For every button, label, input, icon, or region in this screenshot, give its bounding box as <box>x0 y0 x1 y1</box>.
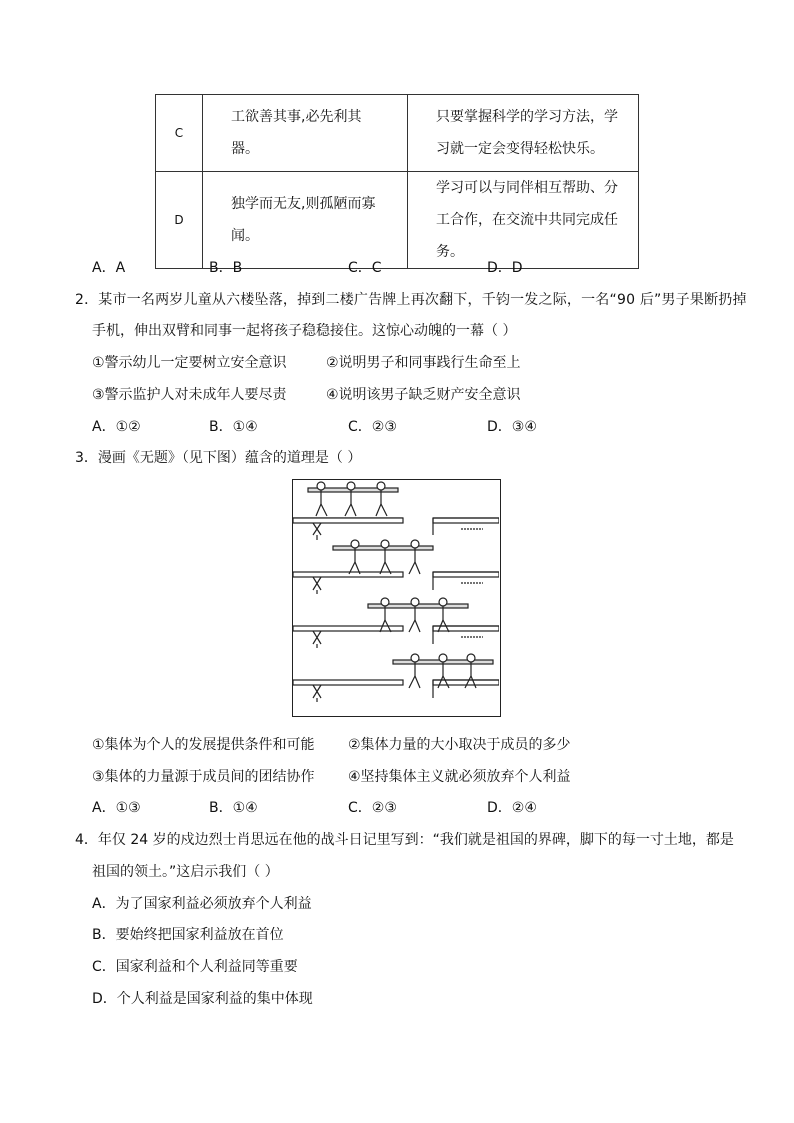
q2-item-1: ①警示幼儿一定要树立安全意识 <box>92 355 287 371</box>
q3-option-a: A．①③ <box>92 800 141 816</box>
q2-stem-line2: 手机，伸出双臂和同事一起将孩子稳稳接住。这惊心动魄的一幕（ ） <box>92 323 517 339</box>
q2-item-2: ②说明男子和同事践行生命至上 <box>326 355 521 371</box>
table-row-saying: 工欲善其事,必先利其器。 <box>203 95 408 172</box>
table-row-explanation: 只要掌握科学的学习方法，学习就一定会变得轻松快乐。 <box>408 95 639 172</box>
q2-option-d: D．③④ <box>487 419 537 435</box>
table-row-explanation: 学习可以与同伴相互帮助、分工合作，在交流中共同完成任务。 <box>408 172 639 269</box>
q4-stem-line1: 4．年仅 24 岁的戍边烈士肖思远在他的战斗日记里写到：“我们就是祖国的界碑，脚下的每一寸土地，都是 <box>75 832 734 848</box>
q2-option-b: B．①④ <box>209 419 258 435</box>
q2-item-4: ④说明该男子缺乏财产安全意识 <box>326 387 521 403</box>
options-table <box>155 94 639 269</box>
table-row <box>156 172 639 269</box>
q4-option-c: C．国家利益和个人利益同等重要 <box>92 959 298 975</box>
q4-option-d: D．个人利益是国家利益的集中体现 <box>92 991 313 1007</box>
q1-option-c: C．C <box>348 260 382 276</box>
cartoon-untitled <box>292 479 501 717</box>
q4-option-a: A．为了国家利益必须放弃个人利益 <box>92 896 312 912</box>
cartoon-illustration <box>293 480 499 715</box>
table-row-letter: C <box>156 95 203 172</box>
q1-option-a: A．A <box>92 260 126 276</box>
table-row-letter: D <box>156 172 203 269</box>
q2-item-3: ③警示监护人对未成年人要尽责 <box>92 387 287 403</box>
q2-stem-line1: 2．某市一名两岁儿童从六楼坠落，掉到二楼广告牌上再次翻下，千钧一发之际，一名“90 后”男子果断扔掉 <box>75 292 747 308</box>
q3-item-1: ①集体为个人的发展提供条件和可能 <box>92 737 315 753</box>
table-row <box>156 95 639 172</box>
q3-item-4: ④坚持集体主义就必须放弃个人利益 <box>348 769 571 785</box>
q3-option-c: C．②③ <box>348 800 397 816</box>
q2-option-a: A．①② <box>92 419 141 435</box>
q1-option-b: B．B <box>209 260 243 276</box>
q3-stem: 3．漫画《无题》（见下图）蕴含的道理是（ ） <box>75 450 362 466</box>
q4-stem-line2: 祖国的领土。”这启示我们（ ） <box>92 864 279 880</box>
q1-option-d: D．D <box>487 260 523 276</box>
table-row-saying: 独学而无友,则孤陋而寡闻。 <box>203 172 408 269</box>
q3-item-2: ②集体力量的大小取决于成员的多少 <box>348 737 571 753</box>
q3-item-3: ③集体的力量源于成员间的团结协作 <box>92 769 315 785</box>
q3-option-d: D．②④ <box>487 800 537 816</box>
q2-option-c: C．②③ <box>348 419 397 435</box>
q3-option-b: B．①④ <box>209 800 258 816</box>
q4-option-b: B．要始终把国家利益放在首位 <box>92 927 284 943</box>
